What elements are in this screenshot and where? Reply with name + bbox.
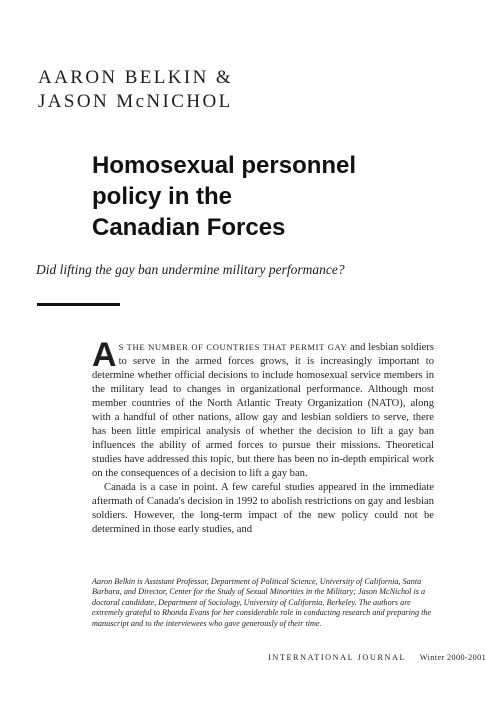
title-line-2: policy in the — [92, 183, 233, 210]
lead-smallcaps: S THE NUMBER OF COUNTRIES THAT PERMIT GAY — [118, 342, 348, 352]
author-names — [38, 66, 233, 114]
issue-date: Winter 2000-2001 — [419, 653, 486, 662]
section-rule — [37, 303, 120, 306]
paragraph-1-text: and lesbian soldiers to serve in the armed forces grows, it is increasingly important to determine whether official decisions to include homosexual service members in the military lead to changes in organizational performance. Although most member countries of the North Atlantic Treaty Organization (NATO), along with a handful of other nations, allow gay and lesbian soldiers to serve, there has been little empirical analysis of whether the decision to lift a gay ban influences the ability of armed forces to pursue their missions. Theoretical studies have addressed this topic, but there has been no in-depth empirical work on the consequences of a decision to lift a gay ban. — [92, 342, 434, 479]
page-footer — [268, 653, 486, 662]
body-paragraph-1 — [92, 336, 434, 481]
author-line-2: JASON McNICHOL — [38, 91, 233, 112]
body-paragraph-2: Canada is a case in point. A few careful studies appeared in the immediate aftermath of Canada's decision in 1992 to abolish restrictions on gay and lesbian soldiers. However, the long-term impact of the new policy could not be determined in those early studies, and — [92, 482, 434, 535]
article-subtitle: Did lifting the gay ban undermine military performance? — [36, 262, 345, 277]
drop-cap: A — [92, 336, 117, 374]
journal-name: INTERNATIONAL JOURNAL — [268, 653, 407, 662]
title-line-1: Homosexual personnel — [92, 152, 357, 179]
author-line-1: AARON BELKIN & — [38, 67, 234, 88]
title-line-3: Canadian Forces — [92, 214, 286, 241]
author-footnote: Aaron Belkin is Assistant Professor, Department of Political Science, University of California, Santa Barbara, and Director, Center for the Study of Sexual Minorities in the Military; Jason McNichol is a doctoral candidate, Department of Sociology, University of California, Berkeley. The authors are extremely grateful to Rhonda Evans for her considerable role in conducting research and preparing the manuscript and to the interviewees who gave generously of their time. — [92, 577, 432, 628]
article-body — [92, 336, 434, 537]
article-title — [92, 150, 422, 243]
